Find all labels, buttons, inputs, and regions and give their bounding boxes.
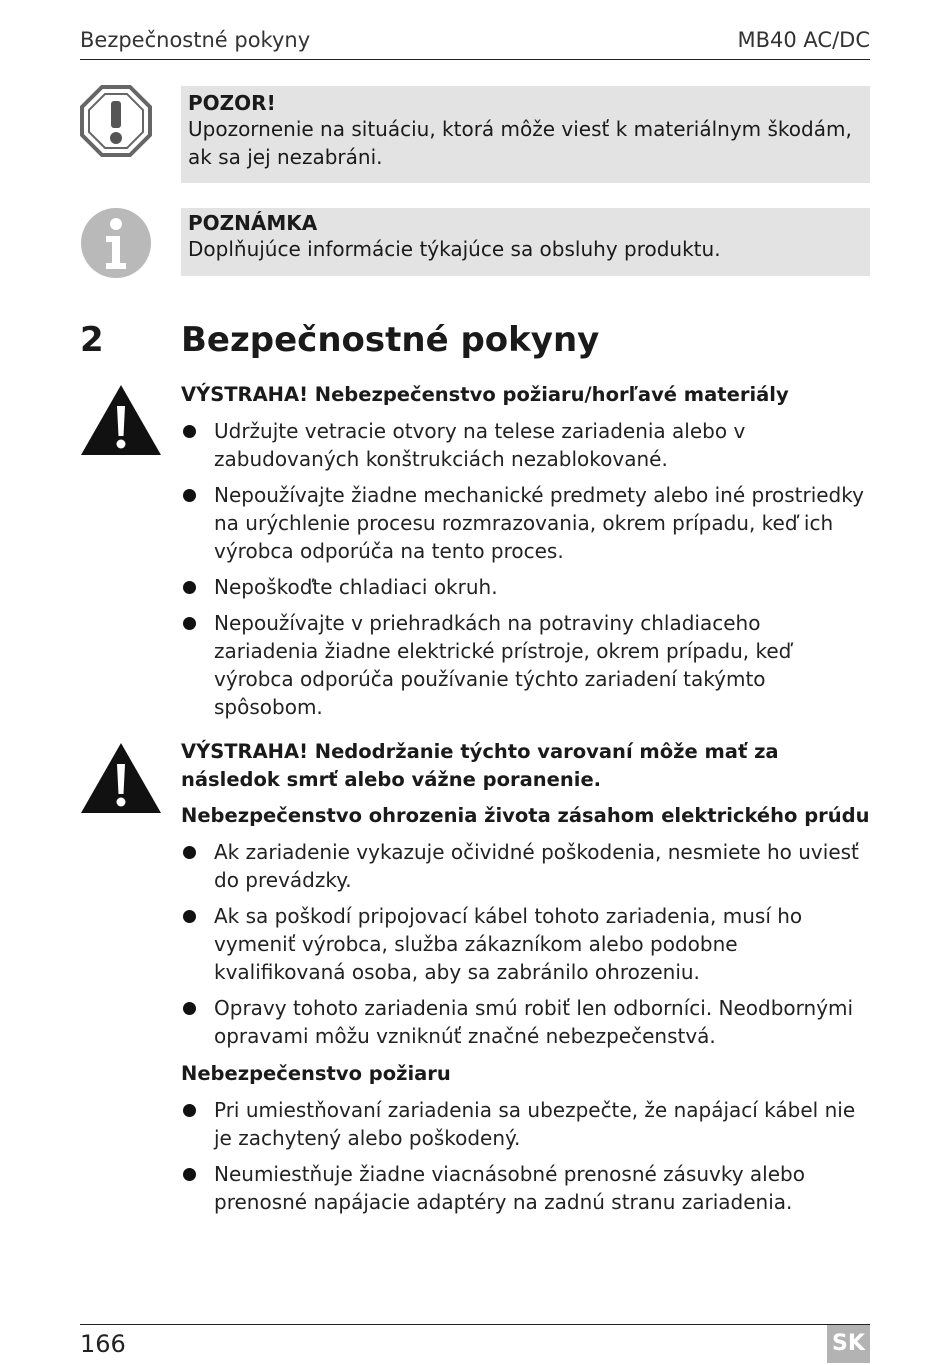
bullet-icon [183, 1002, 196, 1015]
caution-note-text: Upozornenie na situáciu, ktorá môže viesť k materiálnym škodám, ak sa jej nezabráni. [188, 117, 852, 169]
warning-fire-block [181, 381, 870, 729]
section-title: Bezpečnostné pokyny [181, 320, 600, 360]
header-model-name: MB40 AC/DC [737, 28, 870, 52]
warning-fire-list [181, 417, 870, 721]
list-item: Nepoužívajte žiadne mechanické predmety alebo iné prostriedky na urýchlenie procesu rozmrazovania, okrem prípadu, keď ich výrobca odporúča na tento proces. [181, 481, 870, 565]
note-box [181, 208, 870, 276]
list-item: Opravy tohoto zariadenia smú robiť len odborníci. Neodbornými opravami môžu vzniknúť značné nebezpečenstvá. [181, 994, 870, 1050]
list-item: Neumiestňuje žiadne viacnásobné prenosné zásuvky alebo prenosné napájacie adaptéry na zadnú stranu zariadenia. [181, 1160, 870, 1216]
list-item: Ak zariadenie vykazuje očividné poškodenia, nesmiete ho uviesť do prevádzky. [181, 838, 870, 894]
bullet-icon [183, 489, 196, 502]
page-number: 166 [80, 1330, 126, 1358]
fire-hazard-list [181, 1096, 870, 1216]
info-icon [80, 207, 152, 279]
section-number: 2 [80, 320, 104, 360]
language-badge: SK [827, 1325, 870, 1363]
warning-injury-heading: VÝSTRAHA! Nedodržanie týchto varovaní môže mať za následok smrť alebo vážne poranenie. [181, 740, 779, 791]
bullet-icon [183, 910, 196, 923]
warning-injury-block [181, 738, 870, 1224]
warning-triangle-icon [80, 384, 162, 456]
note-title: POZNÁMKA [188, 211, 318, 235]
footer-divider [80, 1324, 870, 1325]
list-item: Pri umiestňovaní zariadenia sa ubezpečte, že napájací kábel nie je zachytený alebo poškodený. [181, 1096, 870, 1152]
fire-hazard-subheading: Nebezpečenstvo požiaru [181, 1062, 451, 1085]
bullet-icon [183, 425, 196, 438]
bullet-icon [183, 846, 196, 859]
caution-note-title: POZOR! [188, 91, 276, 115]
bullet-icon [183, 1168, 196, 1181]
list-item: Nepoužívajte v priehradkách na potraviny chladiaceho zariadenia žiadne elektrické prístroje, okrem prípadu, keď výrobca odporúča používanie týchto zariadení takýmto spôsobom. [181, 609, 870, 721]
bullet-icon [183, 581, 196, 594]
list-item: Ak sa poškodí pripojovací kábel tohoto zariadenia, musí ho vymeniť výrobca, služba zákazníkom alebo podobne kvalifikovaná osoba, aby sa zabránilo ohrozeniu. [181, 902, 870, 986]
bullet-icon [183, 1104, 196, 1117]
list-item: Nepoškoďte chladiaci okruh. [181, 573, 870, 601]
header-divider [80, 59, 870, 60]
electric-shock-list [181, 838, 870, 1050]
note-text: Doplňujúce informácie týkajúce sa obsluhy produktu. [188, 237, 721, 261]
header-section-title: Bezpečnostné pokyny [80, 28, 311, 52]
caution-note-box [181, 86, 870, 183]
list-item: Udržujte vetracie otvory na telese zariadenia alebo v zabudovaných konštrukciách nezablokované. [181, 417, 870, 473]
bullet-icon [183, 617, 196, 630]
warning-triangle-icon [80, 742, 162, 814]
electric-shock-subheading: Nebezpečenstvo ohrozenia života zásahom elektrického prúdu [181, 804, 870, 827]
attention-octagon-icon [80, 85, 152, 157]
warning-fire-heading: VÝSTRAHA! Nebezpečenstvo požiaru/horľavé materiály [181, 383, 789, 406]
